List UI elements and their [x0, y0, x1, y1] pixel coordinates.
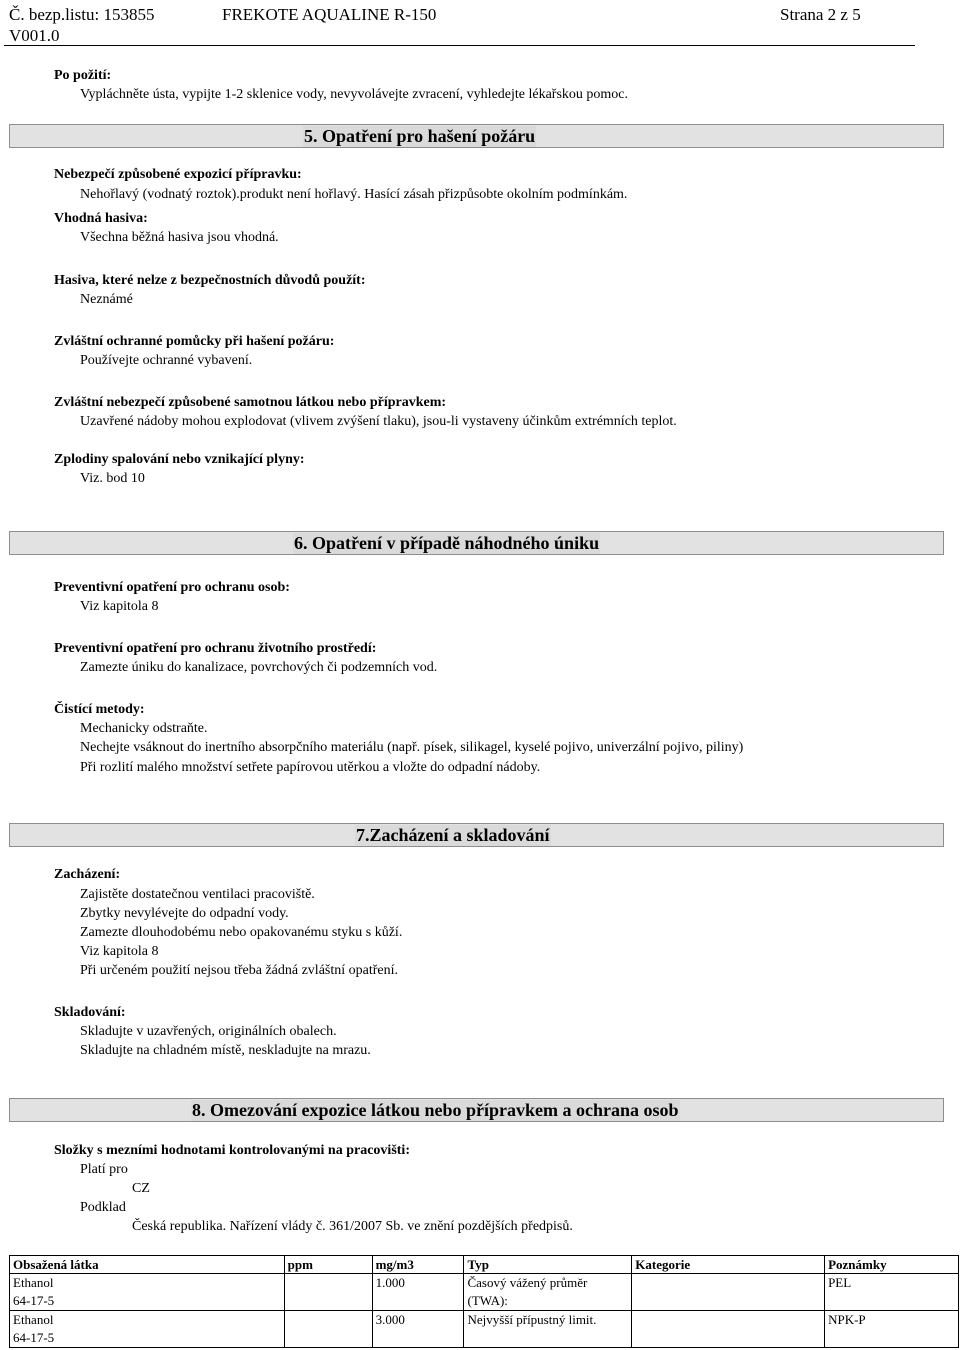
substance-name: Ethanol	[13, 1275, 54, 1290]
combustion-text: Viz. bod 10	[80, 471, 145, 486]
column-header-substance: Obsažená látka	[10, 1256, 285, 1274]
suitable-media-text: Všechna běžná hasiva jsou vhodná.	[80, 230, 279, 245]
section-5-header	[9, 124, 944, 148]
handling-line: Zajistěte dostatečnou ventilaci pracoviště.	[80, 887, 315, 902]
handling-line: Zamezte dlouhodobému nebo opakovanému styku s kůží.	[80, 925, 403, 940]
limits-label: Složky s mezními hodnotami kontrolovanými na pracovišti:	[54, 1143, 410, 1158]
section-8-header	[9, 1098, 944, 1122]
section-8-title: 8. Omezování expozice látkou nebo přípravkem a ochrana osob	[192, 1100, 679, 1120]
section-7-title: 7.Zacházení a skladování	[356, 825, 550, 845]
category-cell	[632, 1311, 825, 1348]
unsuitable-media-label: Hasiva, které nelze z bezpečnostních důvodů použít:	[54, 273, 366, 288]
section-5-title: 5. Opatření pro hašení požáru	[304, 126, 536, 146]
equipment-label: Zvláštní ochranné pomůcky při hašení požáru:	[54, 334, 335, 349]
cas-number: 64-17-5	[13, 1330, 55, 1345]
handling-label: Zacházení:	[54, 867, 121, 882]
column-header-mgm3: mg/m3	[372, 1256, 464, 1274]
ppm-cell	[284, 1311, 372, 1348]
unsuitable-media-text: Neznámé	[80, 292, 133, 307]
notes-cell: NPK-P	[825, 1311, 959, 1348]
valid-for-value: CZ	[132, 1181, 150, 1196]
column-header-type: Typ	[464, 1256, 632, 1274]
special-hazard-text: Uzavřené nádoby mohou explodovat (vlivem zvýšení tlaku), jsou-li vystaveny účinkům extrémních teplot.	[80, 414, 677, 429]
handling-line: Viz kapitola 8	[80, 944, 159, 959]
cleaning-label: Čistící metody:	[54, 702, 145, 717]
hazard-label: Nebezpečí způsobené expozicí přípravku:	[54, 167, 302, 182]
ingestion-label: Po požití:	[54, 68, 112, 83]
page-number: Strana 2 z 5	[780, 5, 861, 24]
environment-label: Preventivní opatření pro ochranu životního prostředí:	[54, 641, 377, 656]
special-hazard-label: Zvláštní nebezpečí způsobené samotnou látkou nebo přípravkem:	[54, 395, 447, 410]
cleaning-line: Při rozlití malého množství setřete papírovou utěrkou a vložte do odpadní nádoby.	[80, 760, 541, 775]
table-row	[10, 1274, 959, 1311]
ingestion-text: Vypláchněte ústa, vypijte 1-2 sklenice vody, nevyvolávejte zvracení, vyhledejte lékařskou pomoc.	[80, 87, 629, 102]
ppm-cell	[284, 1274, 372, 1311]
section-6-header	[9, 531, 944, 555]
storage-line: Skladujte na chladném místě, neskladujte na mrazu.	[80, 1043, 371, 1058]
type-cell: Nejvyšší přípustný limit.	[464, 1311, 632, 1348]
personal-precautions-text: Viz kapitola 8	[80, 599, 159, 614]
substance-cell	[10, 1274, 285, 1311]
section-6-title: 6. Opatření v případě náhodného úniku	[294, 533, 600, 553]
substance-cell	[10, 1311, 285, 1348]
mgm3-cell: 3.000	[372, 1311, 464, 1348]
handling-line: Zbytky nevylévejte do odpadní vody.	[80, 906, 289, 921]
cas-number: 64-17-5	[13, 1293, 55, 1308]
table-header-row	[10, 1256, 959, 1274]
basis-label: Podklad	[80, 1200, 126, 1215]
exposure-limits-table	[9, 1255, 959, 1348]
section-7-header	[9, 823, 944, 847]
column-header-ppm: ppm	[284, 1256, 372, 1274]
hazard-text: Nehořlavý (vodnatý roztok).produkt není hořlavý. Hasící zásah přizpůsobte okolním podmínkám.	[80, 187, 628, 202]
table-row	[10, 1311, 959, 1348]
equipment-text: Používejte ochranné vybavení.	[80, 353, 253, 368]
header-rule	[4, 45, 915, 46]
storage-label: Skladování:	[54, 1005, 126, 1020]
sds-number: Č. bezp.listu: 153855	[9, 5, 155, 24]
category-cell	[632, 1274, 825, 1311]
cleaning-line: Mechanicky odstraňte.	[80, 721, 208, 736]
basis-value: Česká republika. Nařízení vlády č. 361/2007 Sb. ve znění pozdějších předpisů.	[132, 1219, 573, 1234]
version: V001.0	[9, 26, 60, 45]
column-header-notes: Poznámky	[825, 1256, 959, 1274]
substance-name: Ethanol	[13, 1312, 54, 1327]
handling-line: Při určeném použití nejsou třeba žádná zvláštní opatření.	[80, 963, 399, 978]
environment-text: Zamezte úniku do kanalizace, povrchových či podzemních vod.	[80, 660, 438, 675]
suitable-media-label: Vhodná hasiva:	[54, 211, 148, 226]
combustion-label: Zplodiny spalování nebo vznikající plyny:	[54, 452, 305, 467]
mgm3-cell: 1.000	[372, 1274, 464, 1311]
valid-for-label: Platí pro	[80, 1162, 128, 1177]
column-header-category: Kategorie	[632, 1256, 825, 1274]
cleaning-line: Nechejte vsáknout do inertního absorpčního materiálu (např. písek, silikagel, kyselé pojivo, univerzální pojivo, piliny)	[80, 740, 744, 755]
product-name: FREKOTE AQUALINE R-150	[222, 5, 437, 24]
type-cell: Časový vážený průměr (TWA):	[464, 1274, 632, 1311]
notes-cell: PEL	[825, 1274, 959, 1311]
personal-precautions-label: Preventivní opatření pro ochranu osob:	[54, 580, 290, 595]
storage-line: Skladujte v uzavřených, originálních obalech.	[80, 1024, 337, 1039]
